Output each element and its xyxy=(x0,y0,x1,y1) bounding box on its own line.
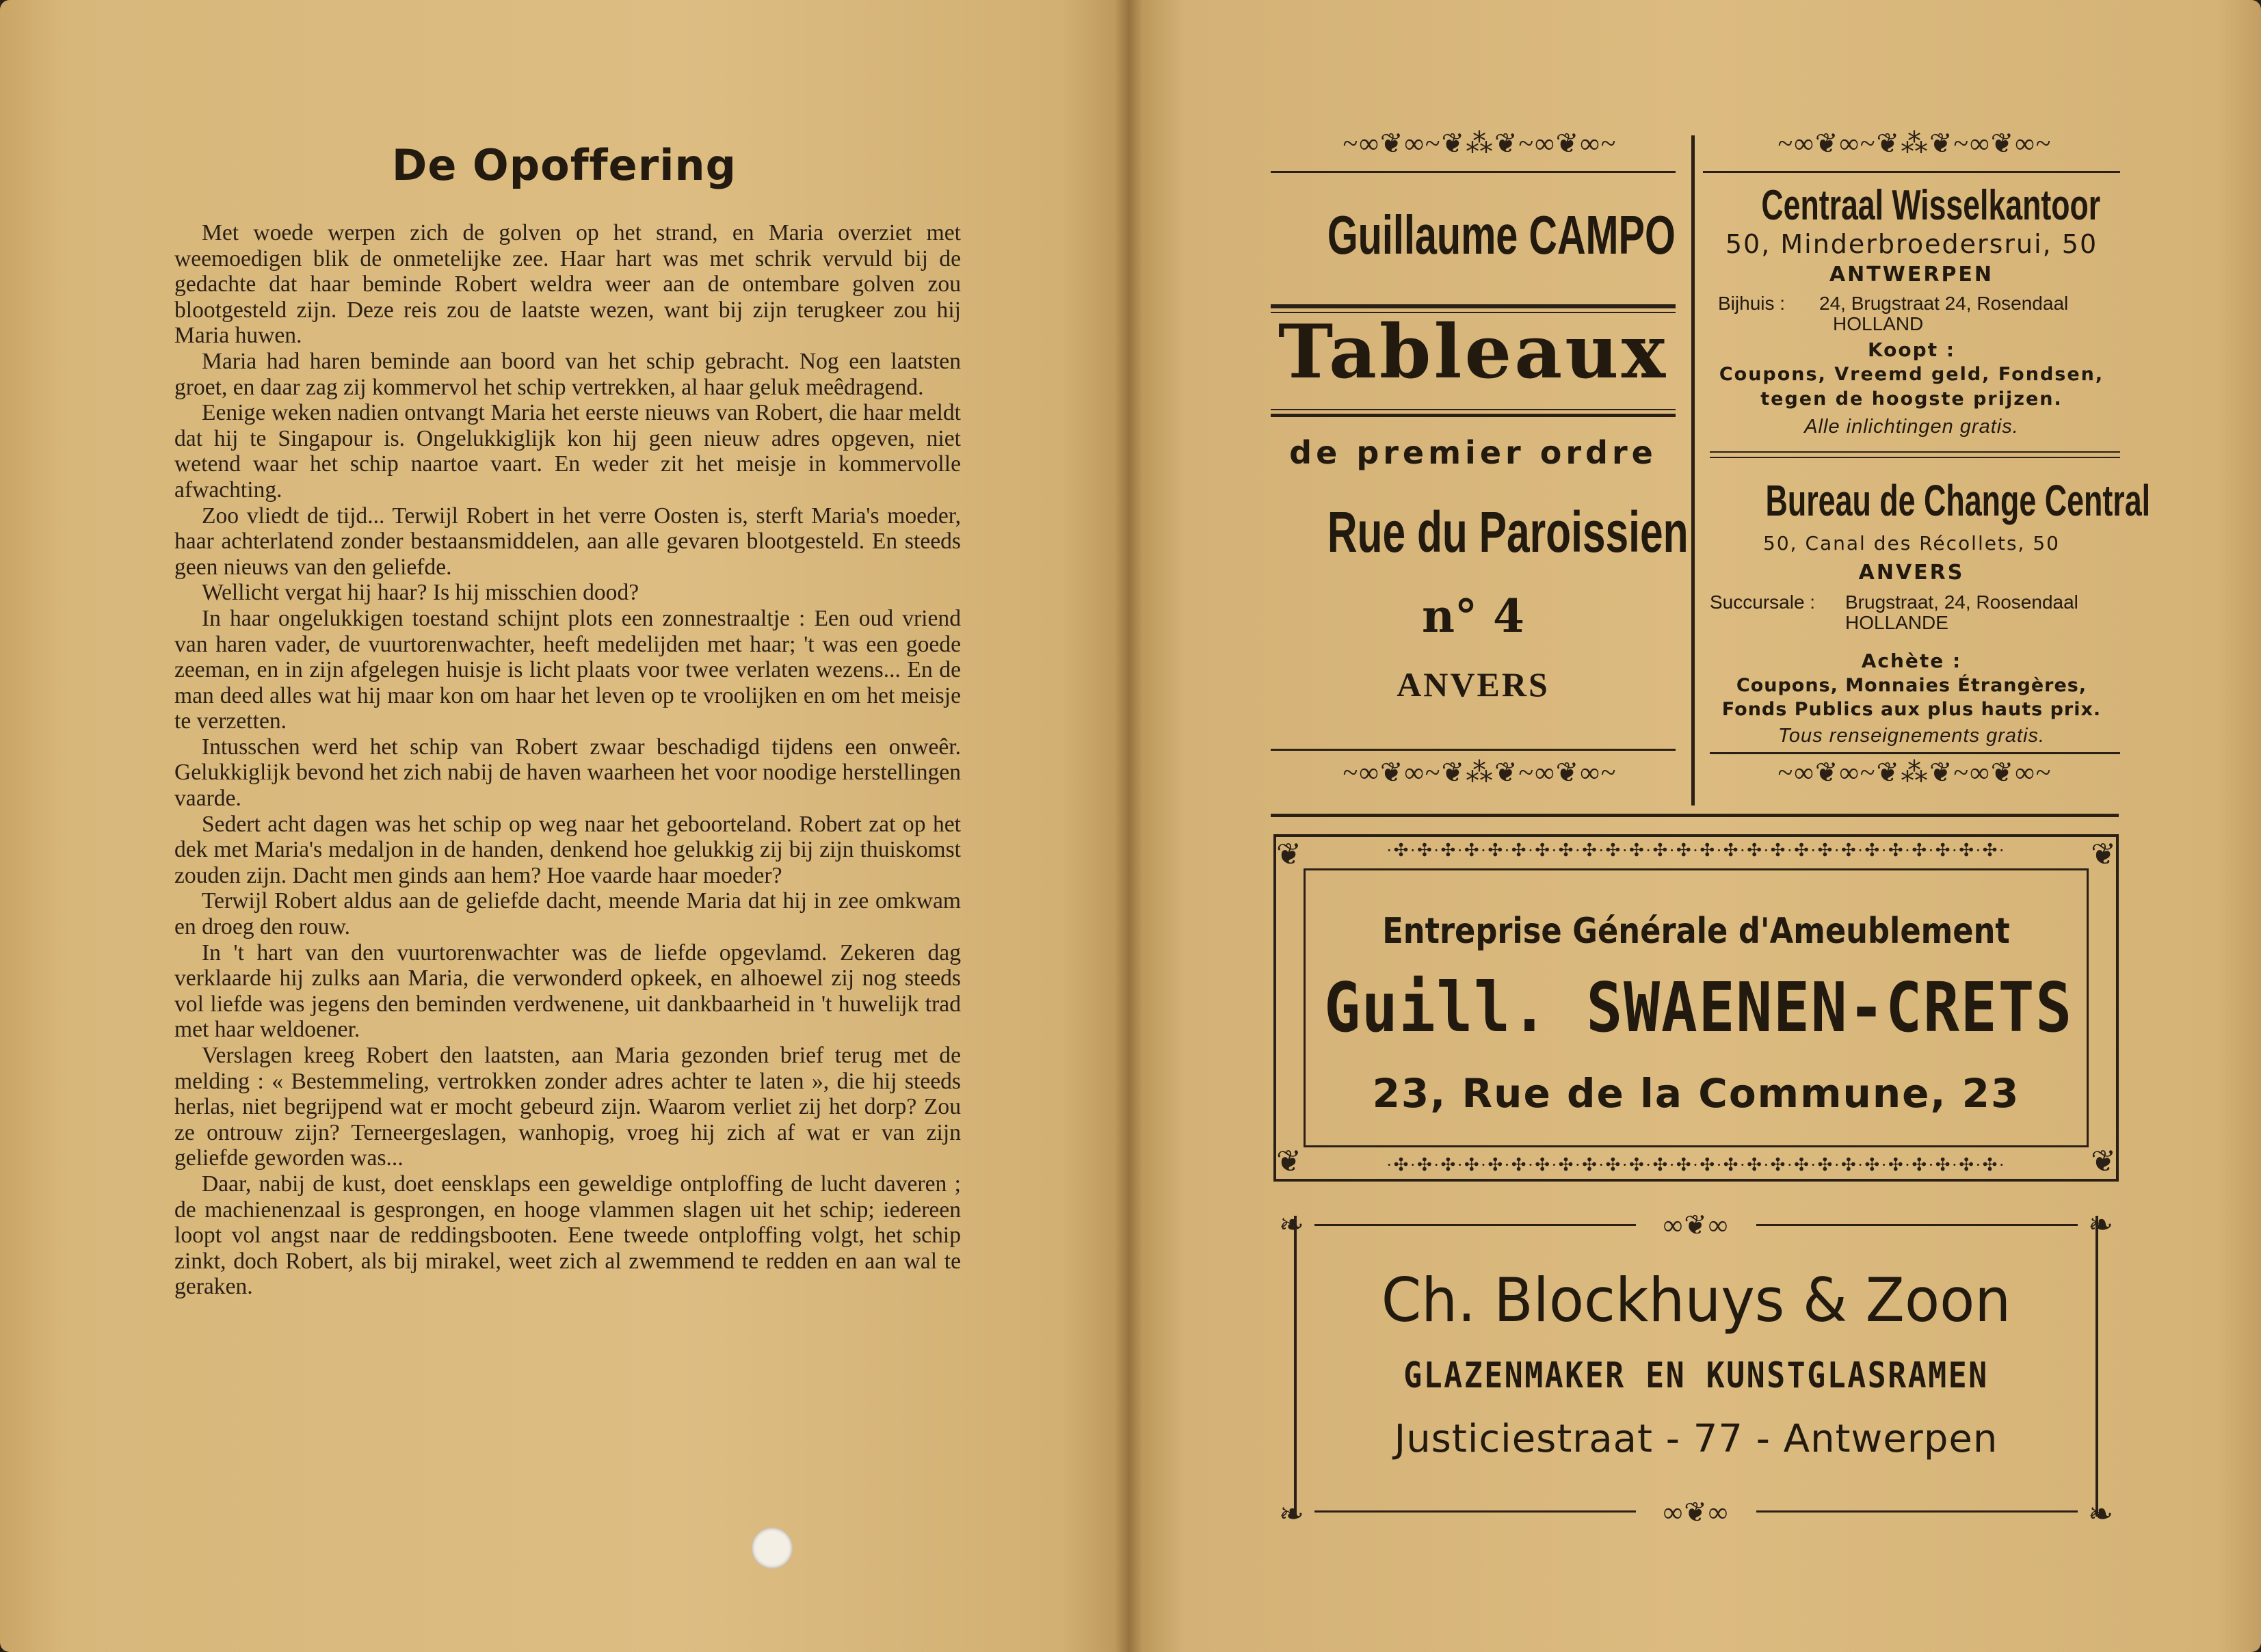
story-paragraph: In haar ongelukkigen toestand schijnt plots een zonnestraaltje : Een oud vriend van haren vader, de vuurtorenwachter, heeft medelijden met haar; 't was een goede zeeman, en in zijn afgelegen huisje is licht plaats voor twee verlaten wezens... En de man deed alles wat hij maar kon om haar het leven op te vroolijken en om het meisje te verzetten. xyxy=(174,605,961,734)
story-paragraph: Wellicht vergat hij haar? Is hij misschien dood? xyxy=(202,580,639,606)
vine-ornament: ~∞❦∞~❦⁂❦~∞❦∞~ xyxy=(1343,759,1617,786)
column-separator xyxy=(1691,135,1695,805)
bureau-city: ANVERS xyxy=(1858,561,1965,585)
story-paragraph: Daar, nabij de kust, doet eensklaps een geweldige ontploffing de lucht daveren ; de machienenzaal is gesprongen, en hooge vlammen slagen uit het schip; iedereen loopt vol angst naar de reddingsbooten. Eene tweede ontploffing volgt, het schip zinkt, doch Robert, als bij mirakel, weet zich al zwemmend te redden en aan wal te geraken. xyxy=(174,1171,961,1300)
corner-flourish-icon: ❧ xyxy=(1279,1497,1304,1531)
wissel-buys-label: Koopt : xyxy=(1867,338,1956,361)
vine-ornament: ~∞❦∞~❦⁂❦~∞❦∞~ xyxy=(1777,759,2052,786)
story-paragraph: Intusschen werd het schip van Robert zwaar beschadigd tijdens een onweêr. Gelukkiglijk bevond het zich nabij de haven waarheen het voor noodige herstellingen vaarde. xyxy=(174,734,961,812)
campo-name: Guillaume CAMPO xyxy=(1327,204,1676,265)
campo-street: Rue du Paroissien xyxy=(1327,500,1689,564)
corner-flourish-icon: ❧ xyxy=(2088,1497,2113,1531)
campo-quality: de premier ordre xyxy=(1289,434,1657,471)
swaenen-tagline: Entreprise Générale d'Ameublement xyxy=(1382,911,2010,952)
frame-side xyxy=(1294,1216,1297,1517)
wissel-address: 50, Minderbroedersrui, 50 xyxy=(1725,229,2098,259)
corner-flourish-icon: ❦ xyxy=(2091,1145,2116,1178)
small-ornament: ∞❦∞ xyxy=(1663,1499,1730,1526)
corner-flourish-icon: ❦ xyxy=(1276,838,1301,871)
ad-campo xyxy=(1271,130,1689,803)
bureau-title: Bureau de Change Central xyxy=(1765,476,2151,525)
bureau-branch-country: HOLLANDE xyxy=(1845,612,1948,633)
corner-flourish-icon: ❦ xyxy=(1276,1145,1301,1178)
section-divider xyxy=(1271,814,2119,817)
story-paragraph: Zoo vliedt de tijd... Terwijl Robert in het verre Oosten is, sterft Maria's moeder, haar achterlatend zonder bestaansmiddelen, aan alle gevaren blootgesteld. En steeds geen nieuws van den geliefde. xyxy=(174,503,961,580)
frame-top xyxy=(1314,1224,1636,1226)
wissel-branch-country: HOLLAND xyxy=(1833,313,1924,334)
vine-ornament: ~∞❦∞~❦⁂❦~∞❦∞~ xyxy=(1343,130,1617,157)
vine-ornament: ~∞❦∞~❦⁂❦~∞❦∞~ xyxy=(1777,130,2052,157)
divider xyxy=(1710,457,2120,458)
divider xyxy=(1271,749,1676,751)
wissel-buys-line1: Coupons, Vreemd geld, Fondsen, xyxy=(1719,364,2104,385)
blockhuys-address: Justiciestraat - 77 - Antwerpen xyxy=(1394,1417,1998,1461)
wissel-branch-address: 24, Brugstraat 24, Rosendaal xyxy=(1819,293,2069,314)
ad-swaenen xyxy=(1273,834,2119,1182)
swaenen-name: Guill. SWAENEN-CRETS xyxy=(1324,968,2073,1048)
wissel-city: ANTWERPEN xyxy=(1829,263,1994,287)
campo-number: n° 4 xyxy=(1422,589,1524,643)
story-text xyxy=(174,220,961,1300)
story-paragraph: Sedert acht dagen was het schip op weg naar het geboorteland. Robert zat op het dek met Maria's medaljon in de handen, denkend hoe gelukkig zij bij zijn thuiskomst zouden zijn. Dacht men ginds aan hem? Hoe vaarde haar moeder? xyxy=(174,811,961,888)
corner-flourish-icon: ❦ xyxy=(2091,838,2116,871)
corner-flourish-icon: ❧ xyxy=(2088,1208,2113,1242)
story-paragraph: In 't hart van den vuurtorenwachter was de liefde opgevlamd. Zekeren dag verklaarde hij zulks aan Maria, die verwonderd opkeek, en alhoewel zij nog steeds vol liefde was jegens den beminden verdwenene, uit dankbaarheid in 't huwelijk trad met haar weldoener. xyxy=(174,940,961,1043)
wissel-info: Alle inlichtingen gratis. xyxy=(1804,416,2019,438)
divider xyxy=(1710,451,2120,453)
wissel-title: Centraal Wisselkantoor xyxy=(1761,182,2101,229)
bureau-buys-line1: Coupons, Monnaies Étrangères, xyxy=(1736,675,2087,696)
story-paragraph: Verslagen kreeg Robert den laatsten, aan Maria gezonden brief terug met de melding : « Bestemmeling, vertrokken zonder adres achter te laten », die hij steeds herlas, niet begrijpend wat er mocht gebeurd zijn. Waarom verliet zij het dorp? Zou ze ontrouw zijn? Terneergeslagen, wanhopig, vroeg hij zich af wat er van zijn geliefde geworden was... xyxy=(174,1043,961,1171)
divider xyxy=(1271,409,1676,410)
small-ornament: ∞❦∞ xyxy=(1663,1212,1730,1239)
swaenen-address: 23, Rue de la Commune, 23 xyxy=(1372,1070,2020,1117)
story-paragraph: Met woede werpen zich de golven op het strand, en Maria overziet met weemoedigen blik de onmetelijke zee. Haar hart was met schrik vervuld bij de gedachte dat haar beminde Robert weldra weer aan de ontembare golven zou blootgesteld zijn. Deze reis zou de laatste wezen, want bij zijn terugkeer zou hij Maria huwen. xyxy=(174,220,961,349)
story-title: De Opoffering xyxy=(391,140,737,190)
bureau-branch-address: Brugstraat, 24, Roosendaal xyxy=(1845,591,2078,613)
divider xyxy=(1710,752,2120,754)
story-paragraph: Eenige weken nadien ontvangt Maria het eerste nieuws van Robert, die haar meldt dat hij te Singapour is. Ongelukkiglijk kon hij geen nieuw adres opgeven, niet wetend waar het schip naartoe vaart. En weder zit het meisje in kommervolle afwachting. xyxy=(174,400,961,503)
bureau-buys-line2: Fonds Publics aux plus hauts prix. xyxy=(1721,699,2102,720)
ad-exchange xyxy=(1703,130,2151,803)
ad-blockhuys xyxy=(1273,1210,2119,1532)
dot-ornament: ·✣·✣·✣·✣·✣·✣·✣·✣·✣·✣·✣·✣·✣·✣·✣·✣·✣·✣·✣·✣·✣·✣·✣·✣·✣·✣· xyxy=(1386,1155,2007,1175)
bureau-info: Tous renseignements gratis. xyxy=(1777,725,2046,747)
story-paragraph: Maria had haren beminde aan boord van het schip gebracht. Nog een laatsten groet, en daar zag zij kommervol het schip vertrekken, al haar geluk meêdragend. xyxy=(174,348,961,400)
frame-bottom xyxy=(1756,1510,2078,1513)
wissel-branch-label: Bijhuis : xyxy=(1718,293,1786,314)
story-paragraph: Terwijl Robert aldus aan de geliefde dacht, meende Maria dat hij in zee omkwam en droeg den rouw. xyxy=(174,888,961,940)
book-gutter xyxy=(1115,0,1142,1652)
blockhuys-trade: GLAZENMAKER EN KUNSTGLASRAMEN xyxy=(1403,1355,1989,1396)
divider xyxy=(1271,171,1676,173)
divider xyxy=(1271,304,1676,308)
frame-bottom xyxy=(1314,1510,1636,1513)
bureau-buys-label: Achète : xyxy=(1861,650,1962,672)
campo-city: ANVERS xyxy=(1397,665,1550,704)
wissel-buys-line2: tegen de hoogste prijzen. xyxy=(1760,388,2063,410)
corner-flourish-icon: ❧ xyxy=(1279,1208,1304,1242)
campo-product: Tableaux xyxy=(1278,309,1669,395)
frame-top xyxy=(1756,1224,2078,1226)
punch-hole xyxy=(752,1528,793,1569)
divider xyxy=(1271,414,1676,417)
dot-ornament: ·✣·✣·✣·✣·✣·✣·✣·✣·✣·✣·✣·✣·✣·✣·✣·✣·✣·✣·✣·✣·✣·✣·✣·✣·✣·✣· xyxy=(1386,840,2007,860)
blockhuys-name: Ch. Blockhuys & Zoon xyxy=(1381,1265,2011,1335)
bureau-branch-label: Succursale : xyxy=(1710,591,1816,613)
divider xyxy=(1703,171,2120,173)
frame-side xyxy=(2095,1216,2098,1517)
bureau-address: 50, Canal des Récollets, 50 xyxy=(1763,532,2060,555)
